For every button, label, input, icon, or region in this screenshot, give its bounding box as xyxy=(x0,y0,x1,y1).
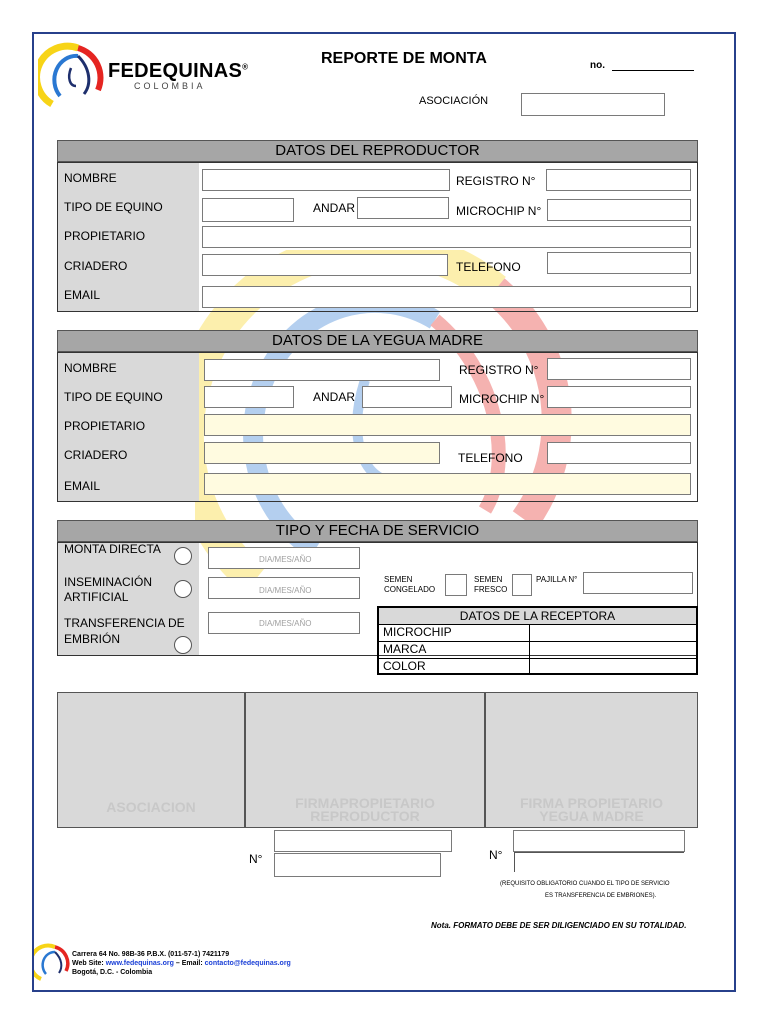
no-input[interactable] xyxy=(612,70,694,71)
asociacion-input[interactable] xyxy=(521,93,665,116)
signature-label-propietario-yegua-1: FIRMA PROPIETARIO xyxy=(519,795,664,811)
reproductor-n-label: N° xyxy=(249,852,263,866)
yegua-registro-input[interactable] xyxy=(547,358,691,380)
receptora-color-label: COLOR xyxy=(379,658,530,675)
reproductor-email-label: EMAIL xyxy=(64,288,101,302)
fedequinas-logo-icon xyxy=(38,40,106,112)
receptora-microchip-label: MICROCHIP xyxy=(379,624,530,641)
reproductor-registro-label: REGISTRO N° xyxy=(456,174,536,188)
reproductor-telefono-input[interactable] xyxy=(547,252,691,274)
signature-label-propietario-reproductor-1: FIRMAPROPIETARIO xyxy=(295,795,435,811)
inseminacion-label-1: INSEMINACIÓN xyxy=(64,575,153,589)
monta-directa-label: MONTA DIRECTA xyxy=(64,542,161,556)
yegua-microchip-label: MICROCHIP N° xyxy=(459,392,545,406)
brand-name xyxy=(108,60,248,83)
yegua-nombre-label: NOMBRE xyxy=(64,361,117,375)
yegua-andar-input[interactable] xyxy=(362,386,452,408)
reproductor-nombre-input[interactable] xyxy=(202,169,450,191)
footer-web-label: Web Site: xyxy=(72,960,106,967)
reproductor-propietario-label: PROPIETARIO xyxy=(64,229,146,243)
semen-fresco-checkbox[interactable] xyxy=(512,574,532,596)
signature-label-asociacion: ASOCIACION xyxy=(106,799,196,815)
yegua-criadero-label: CRIADERO xyxy=(64,448,128,462)
transferencia-label-1: TRANSFERENCIA DE xyxy=(64,616,185,630)
receptora-marca-input[interactable] xyxy=(530,641,696,658)
receptora-row-marca xyxy=(379,641,696,659)
no-label: no. xyxy=(590,60,605,71)
monta-directa-date-placeholder: DIA/MES/AÑO xyxy=(259,555,312,564)
yegua-telefono-label: TELEFONO xyxy=(458,451,523,465)
reproductor-andar-label: ANDAR xyxy=(313,201,356,215)
reproductor-criadero-input[interactable] xyxy=(202,254,448,276)
receptora-microchip-input[interactable] xyxy=(530,624,696,641)
yegua-email-input[interactable] xyxy=(204,473,691,495)
reproductor-n-input[interactable] xyxy=(274,853,441,877)
reproductor-propietario-input[interactable] xyxy=(202,226,691,248)
reproductor-nombre-label: NOMBRE xyxy=(64,171,117,185)
transferencia-label-2: EMBRIÓN xyxy=(64,632,121,646)
semen-congelado-checkbox[interactable] xyxy=(445,574,467,596)
yegua-n-input-line[interactable] xyxy=(514,852,684,853)
footer-address xyxy=(72,950,291,977)
reproductor-tipo-label: TIPO DE EQUINO xyxy=(64,200,163,214)
footer-email-label: – Email: xyxy=(173,960,205,967)
pajilla-label: PAJILLA N° xyxy=(536,575,578,584)
yegua-n-label: N° xyxy=(489,848,503,862)
inseminacion-label-2: ARTIFICIAL xyxy=(64,590,129,604)
reproductor-registro-input[interactable] xyxy=(546,169,691,191)
reproductor-criadero-label: CRIADERO xyxy=(64,259,128,273)
receptora-color-input[interactable] xyxy=(530,658,696,675)
yegua-n-input-left-edge xyxy=(514,852,515,872)
yegua-email-label: EMAIL xyxy=(64,479,101,493)
footer-email-link[interactable]: contacto@fedequinas.org xyxy=(204,960,291,967)
yegua-nombre-input[interactable] xyxy=(204,359,440,381)
pajilla-input[interactable] xyxy=(583,572,693,594)
yegua-registro-label: REGISTRO N° xyxy=(459,363,539,377)
semen-congelado-label-2: CONGELADO xyxy=(384,585,436,594)
inseminacion-date-placeholder: DIA/MES/AÑO xyxy=(259,586,312,595)
yegua-andar-label: ANDAR xyxy=(313,390,356,404)
footer-logo-icon xyxy=(34,943,70,983)
brand-country: COLOMBIA xyxy=(134,81,206,91)
footer-line-1: Carrera 64 No. 98B-36 P.B.X. (011-57-1) 7421179 xyxy=(72,951,230,958)
reproductor-n-upper-input[interactable] xyxy=(274,830,452,852)
asociacion-label: ASOCIACIÓN xyxy=(419,95,489,107)
transferencia-radio[interactable] xyxy=(174,636,192,654)
yegua-tipo-input[interactable] xyxy=(204,386,294,408)
signature-label-propietario-reproductor-2: REPRODUCTOR xyxy=(310,808,420,824)
section-header-reproductor: DATOS DEL REPRODUCTOR xyxy=(57,140,698,162)
receptora-table xyxy=(377,606,698,675)
requisito-note-1: (REQUISITO OBLIGATORIO CUANDO EL TIPO DE SERVICIO xyxy=(500,881,670,887)
footer-web-link[interactable]: www.fedequinas.org xyxy=(105,960,174,967)
reproductor-tipo-input[interactable] xyxy=(202,198,294,222)
yegua-telefono-input[interactable] xyxy=(547,442,691,464)
footer-line-2 xyxy=(72,959,291,968)
yegua-tipo-label: TIPO DE EQUINO xyxy=(64,390,163,404)
semen-fresco-label-1: SEMEN xyxy=(474,575,503,584)
receptora-row-microchip xyxy=(379,624,696,642)
inseminacion-radio[interactable] xyxy=(174,580,192,598)
yegua-propietario-label: PROPIETARIO xyxy=(64,419,146,433)
section-header-yegua: DATOS DE LA YEGUA MADRE xyxy=(57,330,698,352)
yegua-n-upper-input[interactable] xyxy=(513,830,685,852)
monta-directa-radio[interactable] xyxy=(174,547,192,565)
nota-formato: Nota. FORMATO DEBE DE SER DILIGENCIADO EN SU TOTALIDAD. xyxy=(431,921,687,930)
reproductor-telefono-label: TELEFONO xyxy=(456,260,521,274)
brand-reg-mark: ® xyxy=(242,62,249,72)
page-title: REPORTE DE MONTA xyxy=(321,50,487,67)
signature-label-propietario-yegua-2: YEGUA MADRE xyxy=(539,808,644,824)
requisito-note-2: ES TRANSFERENCIA DE EMBRIONES). xyxy=(545,893,657,899)
brand-name-text: FEDEQUINAS xyxy=(108,60,243,82)
section-header-servicio: TIPO Y FECHA DE SERVICIO xyxy=(57,520,698,542)
receptora-marca-label: MARCA xyxy=(379,641,530,658)
reproductor-andar-input[interactable] xyxy=(357,197,449,219)
reproductor-microchip-input[interactable] xyxy=(547,199,691,221)
yegua-microchip-input[interactable] xyxy=(547,386,691,408)
yegua-propietario-input[interactable] xyxy=(204,414,691,436)
reproductor-microchip-label: MICROCHIP N° xyxy=(456,204,542,218)
footer-line-3: Bogotá, D.C. - Colombia xyxy=(72,969,153,976)
receptora-row-color xyxy=(379,658,696,675)
receptora-header: DATOS DE LA RECEPTORA xyxy=(379,608,696,625)
transferencia-date-placeholder: DIA/MES/AÑO xyxy=(259,619,312,628)
yegua-criadero-input[interactable] xyxy=(204,442,440,464)
semen-fresco-label-2: FRESCO xyxy=(474,585,508,594)
semen-congelado-label-1: SEMEN xyxy=(384,575,413,584)
reproductor-email-input[interactable] xyxy=(202,286,691,308)
